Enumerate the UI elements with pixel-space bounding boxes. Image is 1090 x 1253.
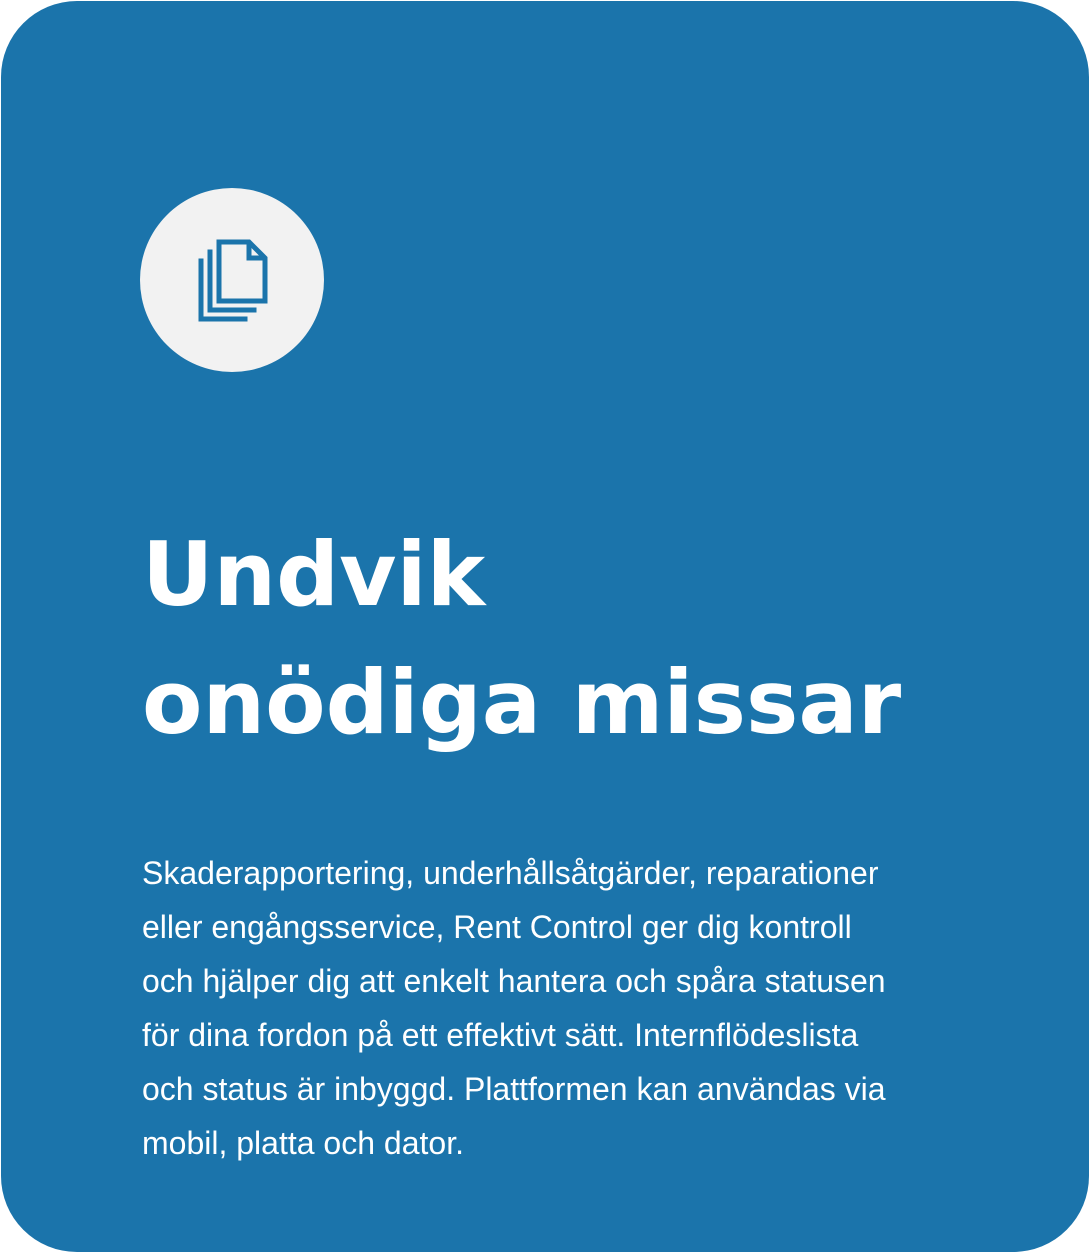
card-title-line-1: Undvik xyxy=(142,523,486,626)
card-title-line-2: onödiga missar xyxy=(142,651,902,754)
description-line: och hjälper dig att enkelt hantera och spåra statusen xyxy=(142,963,886,999)
documents-icon xyxy=(197,239,269,323)
card-title xyxy=(142,511,1042,767)
description-line: och status är inbyggd. Plattformen kan användas via xyxy=(142,1071,886,1107)
description-line: Skaderapportering, underhållsåtgärder, reparationer xyxy=(142,855,879,891)
card-description xyxy=(142,846,1042,1170)
description-line: eller engångsservice, Rent Control ger dig kontroll xyxy=(142,909,852,945)
feature-card xyxy=(1,1,1089,1252)
description-line: för dina fordon på ett effektivt sätt. Internflödeslista xyxy=(142,1017,859,1053)
description-line: mobil, platta och dator. xyxy=(142,1125,464,1161)
icon-badge xyxy=(140,188,324,372)
